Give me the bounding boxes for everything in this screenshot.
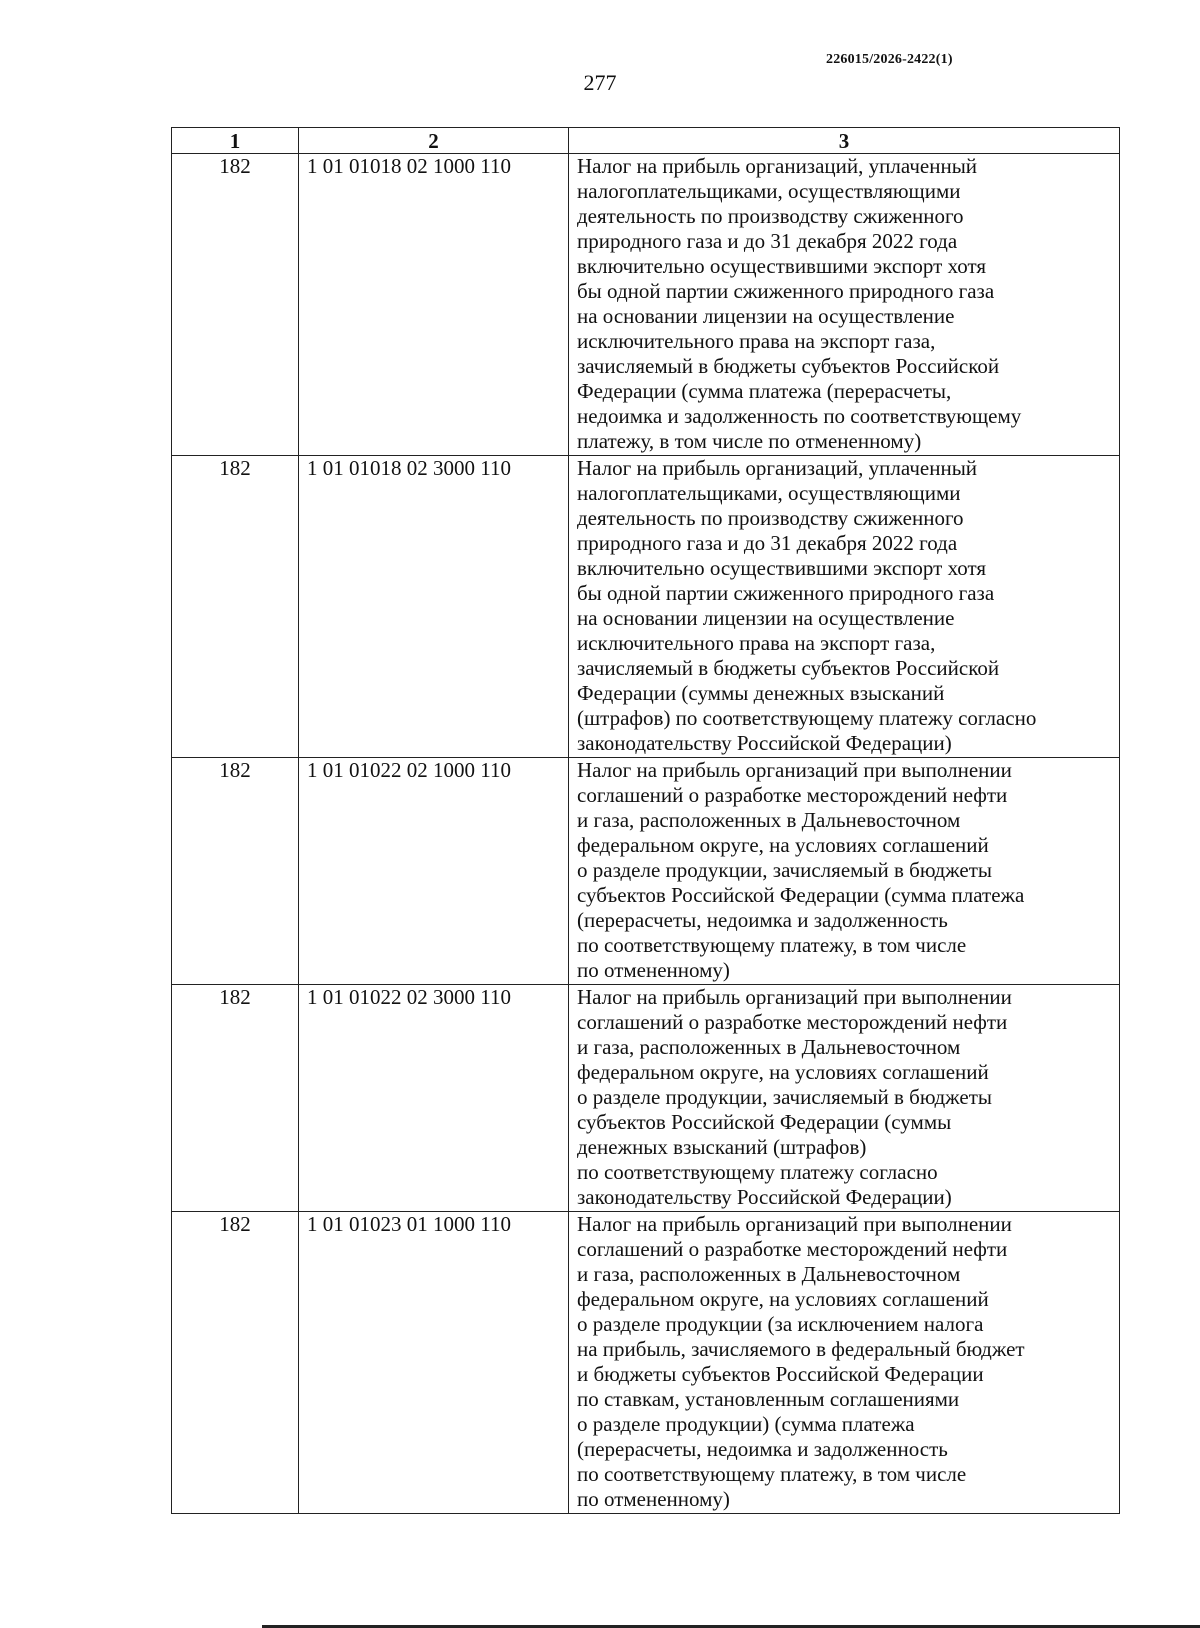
income-name-line: (перерасчеты, недоимка и задолженность — [577, 1437, 948, 1461]
income-name-line: законодательству Российской Федерации) — [577, 731, 952, 755]
income-name-line: Налог на прибыль организаций при выполнении — [577, 758, 1012, 782]
income-name-line: субъектов Российской Федерации (суммы — [577, 1110, 952, 1134]
budget-classification-table — [171, 127, 1120, 1514]
income-name-line: деятельность по производству сжиженного — [577, 204, 964, 228]
table-row — [172, 985, 1120, 1212]
budget-code-cell: 1 01 01018 02 1000 110 — [299, 154, 569, 456]
income-name-line: по ставкам, установленным соглашениями — [577, 1387, 960, 1411]
income-name-line: бы одной партии сжиженного природного газа — [577, 279, 995, 303]
column-header-1: 1 — [172, 128, 299, 154]
income-name-line: природного газа и до 31 декабря 2022 года — [577, 229, 958, 253]
income-name-line: налогоплательщиками, осуществляющими — [577, 481, 961, 505]
income-name-line: о разделе продукции, зачисляемый в бюджеты — [577, 858, 993, 882]
page-number: 277 — [583, 70, 617, 95]
income-name-line: и бюджеты субъектов Российской Федерации — [577, 1362, 984, 1386]
income-name-line: на основании лицензии на осуществление — [577, 606, 955, 630]
income-name-line: деятельность по производству сжиженного — [577, 506, 964, 530]
table-row — [172, 758, 1120, 985]
income-name-line: зачисляемый в бюджеты субъектов Российской — [577, 354, 1000, 378]
income-name-line: субъектов Российской Федерации (сумма платежа — [577, 883, 1025, 907]
income-name-line: по отмененному) — [577, 958, 730, 982]
income-name-line: о разделе продукции, зачисляемый в бюджеты — [577, 1085, 993, 1109]
income-name-line: федеральном округе, на условиях соглашений — [577, 1287, 989, 1311]
income-name-line: и газа, расположенных в Дальневосточном — [577, 1035, 961, 1059]
admin-code-cell: 182 — [172, 154, 299, 456]
income-name-line: соглашений о разработке месторождений нефти — [577, 1010, 1008, 1034]
income-name-line: и газа, расположенных в Дальневосточном — [577, 1262, 961, 1286]
income-name-line: зачисляемый в бюджеты субъектов Российской — [577, 656, 1000, 680]
income-name-cell — [569, 758, 1120, 985]
income-name-line: (штрафов) по соответствующему платежу согласно — [577, 706, 1037, 730]
income-name-cell — [569, 154, 1120, 456]
table-row — [172, 1212, 1120, 1514]
income-name-line: Налог на прибыль организаций, уплаченный — [577, 456, 978, 480]
income-name-line: платежу, в том числе по отмененному) — [577, 429, 922, 453]
income-name-line: включительно осуществившими экспорт хотя — [577, 254, 987, 278]
income-name-line: недоимка и задолженность по соответствующему — [577, 404, 1022, 428]
income-name-cell — [569, 456, 1120, 758]
admin-code-cell: 182 — [172, 758, 299, 985]
income-name-line: Федерации (сумма платежа (перерасчеты, — [577, 379, 952, 403]
income-name-line: законодательству Российской Федерации) — [577, 1185, 952, 1209]
income-name-line: и газа, расположенных в Дальневосточном — [577, 808, 961, 832]
column-header-3: 3 — [569, 128, 1120, 154]
income-name-line: природного газа и до 31 декабря 2022 года — [577, 531, 958, 555]
income-name-line: бы одной партии сжиженного природного газа — [577, 581, 995, 605]
income-name-line: о разделе продукции (за исключением налога — [577, 1312, 984, 1336]
income-name-line: федеральном округе, на условиях соглашений — [577, 833, 989, 857]
income-name-line: на прибыль, зачисляемого в федеральный бюджет — [577, 1337, 1025, 1361]
income-name-line: Федерации (суммы денежных взысканий — [577, 681, 945, 705]
income-name-line: включительно осуществившими экспорт хотя — [577, 556, 987, 580]
income-name-line: по соответствующему платежу, в том числе — [577, 933, 967, 957]
income-name-cell — [569, 1212, 1120, 1514]
document-id: 226015/2026-2422(1) — [826, 52, 953, 67]
budget-code-cell: 1 01 01022 02 3000 110 — [299, 985, 569, 1212]
income-name-line: исключительного права на экспорт газа, — [577, 631, 936, 655]
income-name-line: по соответствующему платежу, в том числе — [577, 1462, 967, 1486]
income-name-line: соглашений о разработке месторождений нефти — [577, 1237, 1008, 1261]
income-name-line: исключительного права на экспорт газа, — [577, 329, 936, 353]
table-row — [172, 456, 1120, 758]
income-name-line: соглашений о разработке месторождений нефти — [577, 783, 1008, 807]
income-name-line: на основании лицензии на осуществление — [577, 304, 955, 328]
table-row — [172, 154, 1120, 456]
income-name-line: Налог на прибыль организаций при выполнении — [577, 985, 1012, 1009]
admin-code-cell: 182 — [172, 985, 299, 1212]
income-name-line: налогоплательщиками, осуществляющими — [577, 179, 961, 203]
income-name-cell — [569, 985, 1120, 1212]
income-name-line: Налог на прибыль организаций, уплаченный — [577, 154, 978, 178]
table-body — [172, 154, 1120, 1514]
table-header-row — [172, 128, 1120, 154]
income-name-line: Налог на прибыль организаций при выполнении — [577, 1212, 1012, 1236]
column-header-2: 2 — [299, 128, 569, 154]
income-name-line: федеральном округе, на условиях соглашений — [577, 1060, 989, 1084]
budget-code-cell: 1 01 01022 02 1000 110 — [299, 758, 569, 985]
income-name-line: (перерасчеты, недоимка и задолженность — [577, 908, 948, 932]
income-name-line: денежных взысканий (штрафов) — [577, 1135, 867, 1159]
income-name-line: по отмененному) — [577, 1487, 730, 1511]
budget-code-cell: 1 01 01018 02 3000 110 — [299, 456, 569, 758]
admin-code-cell: 182 — [172, 1212, 299, 1514]
budget-code-cell: 1 01 01023 01 1000 110 — [299, 1212, 569, 1514]
income-name-line: о разделе продукции) (сумма платежа — [577, 1412, 915, 1436]
income-name-line: по соответствующему платежу согласно — [577, 1160, 938, 1184]
admin-code-cell: 182 — [172, 456, 299, 758]
